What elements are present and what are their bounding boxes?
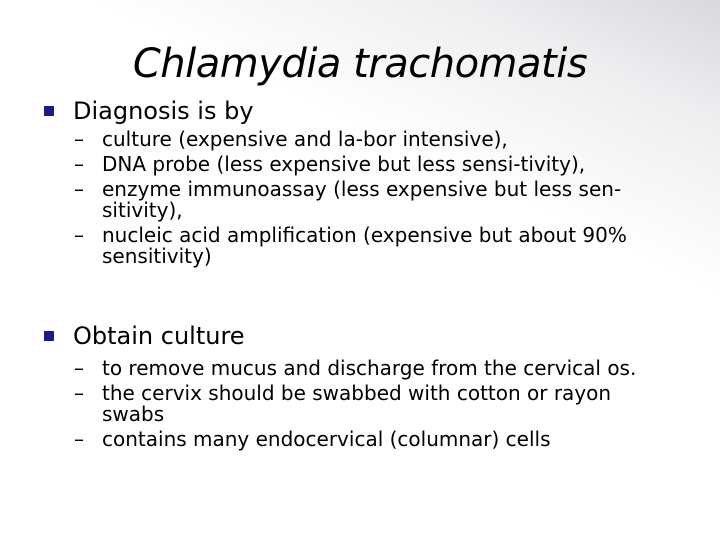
- dash-marker: –: [74, 381, 84, 405]
- square-bullet-icon: [44, 106, 54, 116]
- list-item: [74, 225, 674, 267]
- list-item: [74, 429, 674, 450]
- list-item: [74, 129, 674, 150]
- bullet-diagnosis: [44, 95, 254, 127]
- slide-title: Chlamydia trachomatis: [132, 41, 588, 87]
- list-item: [74, 179, 674, 221]
- list-item: [74, 154, 674, 175]
- list-item-text: culture (expensive and la-bor intensive),: [102, 127, 508, 151]
- dash-marker: –: [74, 177, 84, 201]
- list-item-text: to remove mucus and discharge from the cervical os.: [102, 356, 637, 380]
- dash-marker: –: [74, 223, 84, 247]
- dash-marker: –: [74, 127, 84, 151]
- list-item-text: enzyme immunoassay (less expensive but less sen-sitivity),: [102, 177, 622, 222]
- dash-marker: –: [74, 356, 84, 380]
- diagnosis-sub-list: [74, 129, 674, 271]
- bullet-text: Obtain culture: [73, 322, 245, 350]
- dash-marker: –: [74, 427, 84, 451]
- list-item-text: contains many endocervical (columnar) cells: [102, 427, 551, 451]
- bullet-obtain-culture: [44, 320, 245, 352]
- bullet-text: Diagnosis is by: [73, 97, 254, 125]
- obtain-culture-sub-list: [74, 358, 674, 454]
- dash-marker: –: [74, 152, 84, 176]
- square-bullet-icon: [44, 331, 54, 341]
- list-item: [74, 358, 674, 379]
- list-item-text: DNA probe (less expensive but less sensi-tivity),: [102, 152, 586, 176]
- list-item: [74, 383, 674, 425]
- list-item-text: nucleic acid amplification (expensive but about 90% sensitivity): [102, 223, 627, 268]
- list-item-text: the cervix should be swabbed with cotton or rayon swabs: [102, 381, 612, 426]
